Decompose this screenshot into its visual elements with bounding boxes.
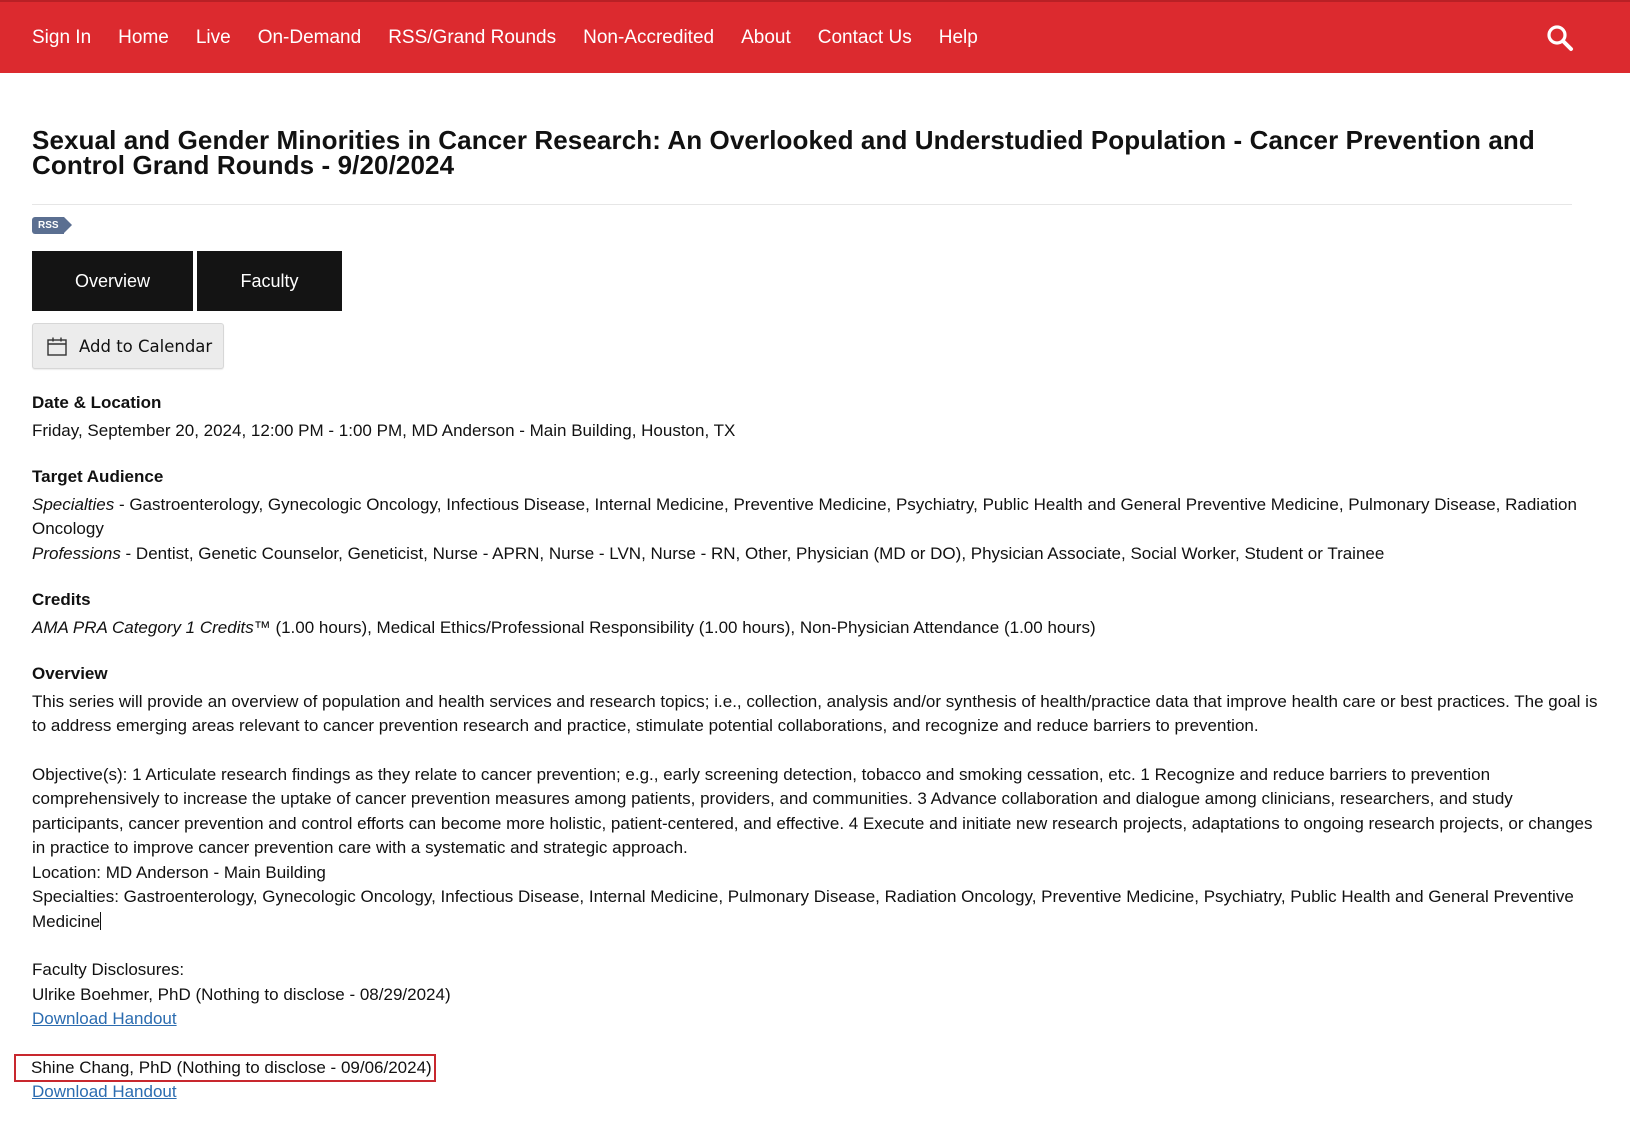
overview-specialties: Specialties: Gastroenterology, Gynecologic Oncology, Infectious Disease, Internal Medicine, Pulmonary Disease, Radiation Oncology, Preventive Medicine, Psychiatry, Public Health and General Preventive Medicine <box>32 887 1574 931</box>
page-title-line2: Control Grand Rounds - 9/20/2024 <box>32 150 455 180</box>
faculty-disclosure-1: Ulrike Boehmer, PhD (Nothing to disclose - 08/29/2024) <box>32 984 451 1004</box>
page-title-line1: Sexual and Gender Minorities in Cancer Research: An Overlooked and Understudied Population - Cancer Prevention and <box>32 125 1535 155</box>
credits-text: (1.00 hours), Medical Ethics/Professional Responsibility (1.00 hours), Non-Physician Attendance (1.00 hours) <box>270 617 1096 637</box>
download-handout-link-1[interactable]: Download Handout <box>32 1009 177 1028</box>
credits-heading: Credits <box>32 590 91 609</box>
professions-label: Professions <box>32 543 121 563</box>
text-cursor <box>100 912 101 930</box>
tab-faculty[interactable]: Faculty <box>197 251 342 311</box>
add-to-calendar-label: Add to Calendar <box>79 336 213 356</box>
nav-sign-in[interactable]: Sign In <box>32 26 92 48</box>
date-location-text: Friday, September 20, 2024, 12:00 PM - 1:00 PM, MD Anderson - Main Building, Houston, TX <box>32 420 736 440</box>
specialties-line <box>32 493 1598 542</box>
credits-line <box>32 616 1598 641</box>
ama-credits-label: AMA PRA Category 1 Credits™ <box>32 617 271 637</box>
tab-bar <box>32 251 1598 311</box>
search-icon[interactable] <box>1546 24 1574 52</box>
nav-non-accredited[interactable]: Non-Accredited <box>583 26 715 48</box>
top-navigation <box>0 0 1630 73</box>
overview-intro: This series will provide an overview of population and health services and research topics; i.e., collection, analysis and/or synthesis of health/practice data that improve health care or best practices. The goal is to address emerging areas relevant to cancer prevention research and practice, stimulate potential collaborations, and recognize and reduce barriers to prevention. <box>32 691 1598 735</box>
professions-line <box>32 542 1598 567</box>
specialties-label: Specialties <box>32 494 115 514</box>
rss-row <box>32 215 1598 235</box>
nav-about[interactable]: About <box>741 26 791 48</box>
credits-section <box>32 588 1598 640</box>
nav-on-demand[interactable]: On-Demand <box>257 26 362 48</box>
calendar-icon <box>47 337 67 356</box>
rss-badge[interactable]: RSS <box>32 217 64 234</box>
target-audience-section <box>32 465 1598 566</box>
date-location-heading: Date & Location <box>32 393 162 412</box>
add-to-calendar-button[interactable] <box>32 323 224 369</box>
tab-overview[interactable]: Overview <box>32 251 193 311</box>
overview-heading: Overview <box>32 664 108 683</box>
faculty-disclosure-2-highlighted: Shine Chang, PhD (Nothing to disclose - 09/06/2024) <box>16 1056 434 1081</box>
nav-rss-grand-rounds[interactable]: RSS/Grand Rounds <box>388 26 557 48</box>
specialties-text: - Gastroenterology, Gynecologic Oncology, Infectious Disease, Internal Medicine, Preventive Medicine, Psychiatry, Public Health and General Preventive Medicine, Pulmonary Disease, Radiation Oncology <box>32 494 1577 538</box>
faculty-disclosures-label: Faculty Disclosures: <box>32 960 185 979</box>
overview-objectives: Objective(s): 1 Articulate research findings as they relate to cancer prevention; e.g., early screening detection, tobacco and smoking cessation, etc. 1 Recognize and reduce barriers to prevention comprehensively to increase the uptake of cancer prevention measures among patients, providers, and communities. 3 Advance collaboration and dialogue among clinicians, researchers, and study participants, cancer prevention and control efforts can become more holistic, patient-centered, and effective. 4 Execute and initiate new research projects, adaptations to ongoing research projects, or changes in practice to improve cancer prevention care with a systematic and strategic approach. <box>32 764 1593 857</box>
overview-location: Location: MD Anderson - Main Building <box>32 862 326 882</box>
nav-live[interactable]: Live <box>195 26 231 48</box>
download-handout-link-2[interactable]: Download Handout <box>32 1082 177 1101</box>
nav-contact-us[interactable]: Contact Us <box>817 26 912 48</box>
target-audience-heading: Target Audience <box>32 467 164 486</box>
date-location-section <box>32 391 1598 443</box>
nav-help[interactable]: Help <box>938 26 978 48</box>
main-content <box>0 125 1630 1105</box>
title-divider <box>32 204 1572 205</box>
page-title <box>32 125 1598 180</box>
professions-text: - Dentist, Genetic Counselor, Geneticist, Nurse - APRN, Nurse - LVN, Nurse - RN, Other, Physician (MD or DO), Physician Associate, Social Worker, Student or Trainee <box>120 543 1385 563</box>
overview-section <box>32 662 1598 1105</box>
nav-home[interactable]: Home <box>118 26 169 48</box>
